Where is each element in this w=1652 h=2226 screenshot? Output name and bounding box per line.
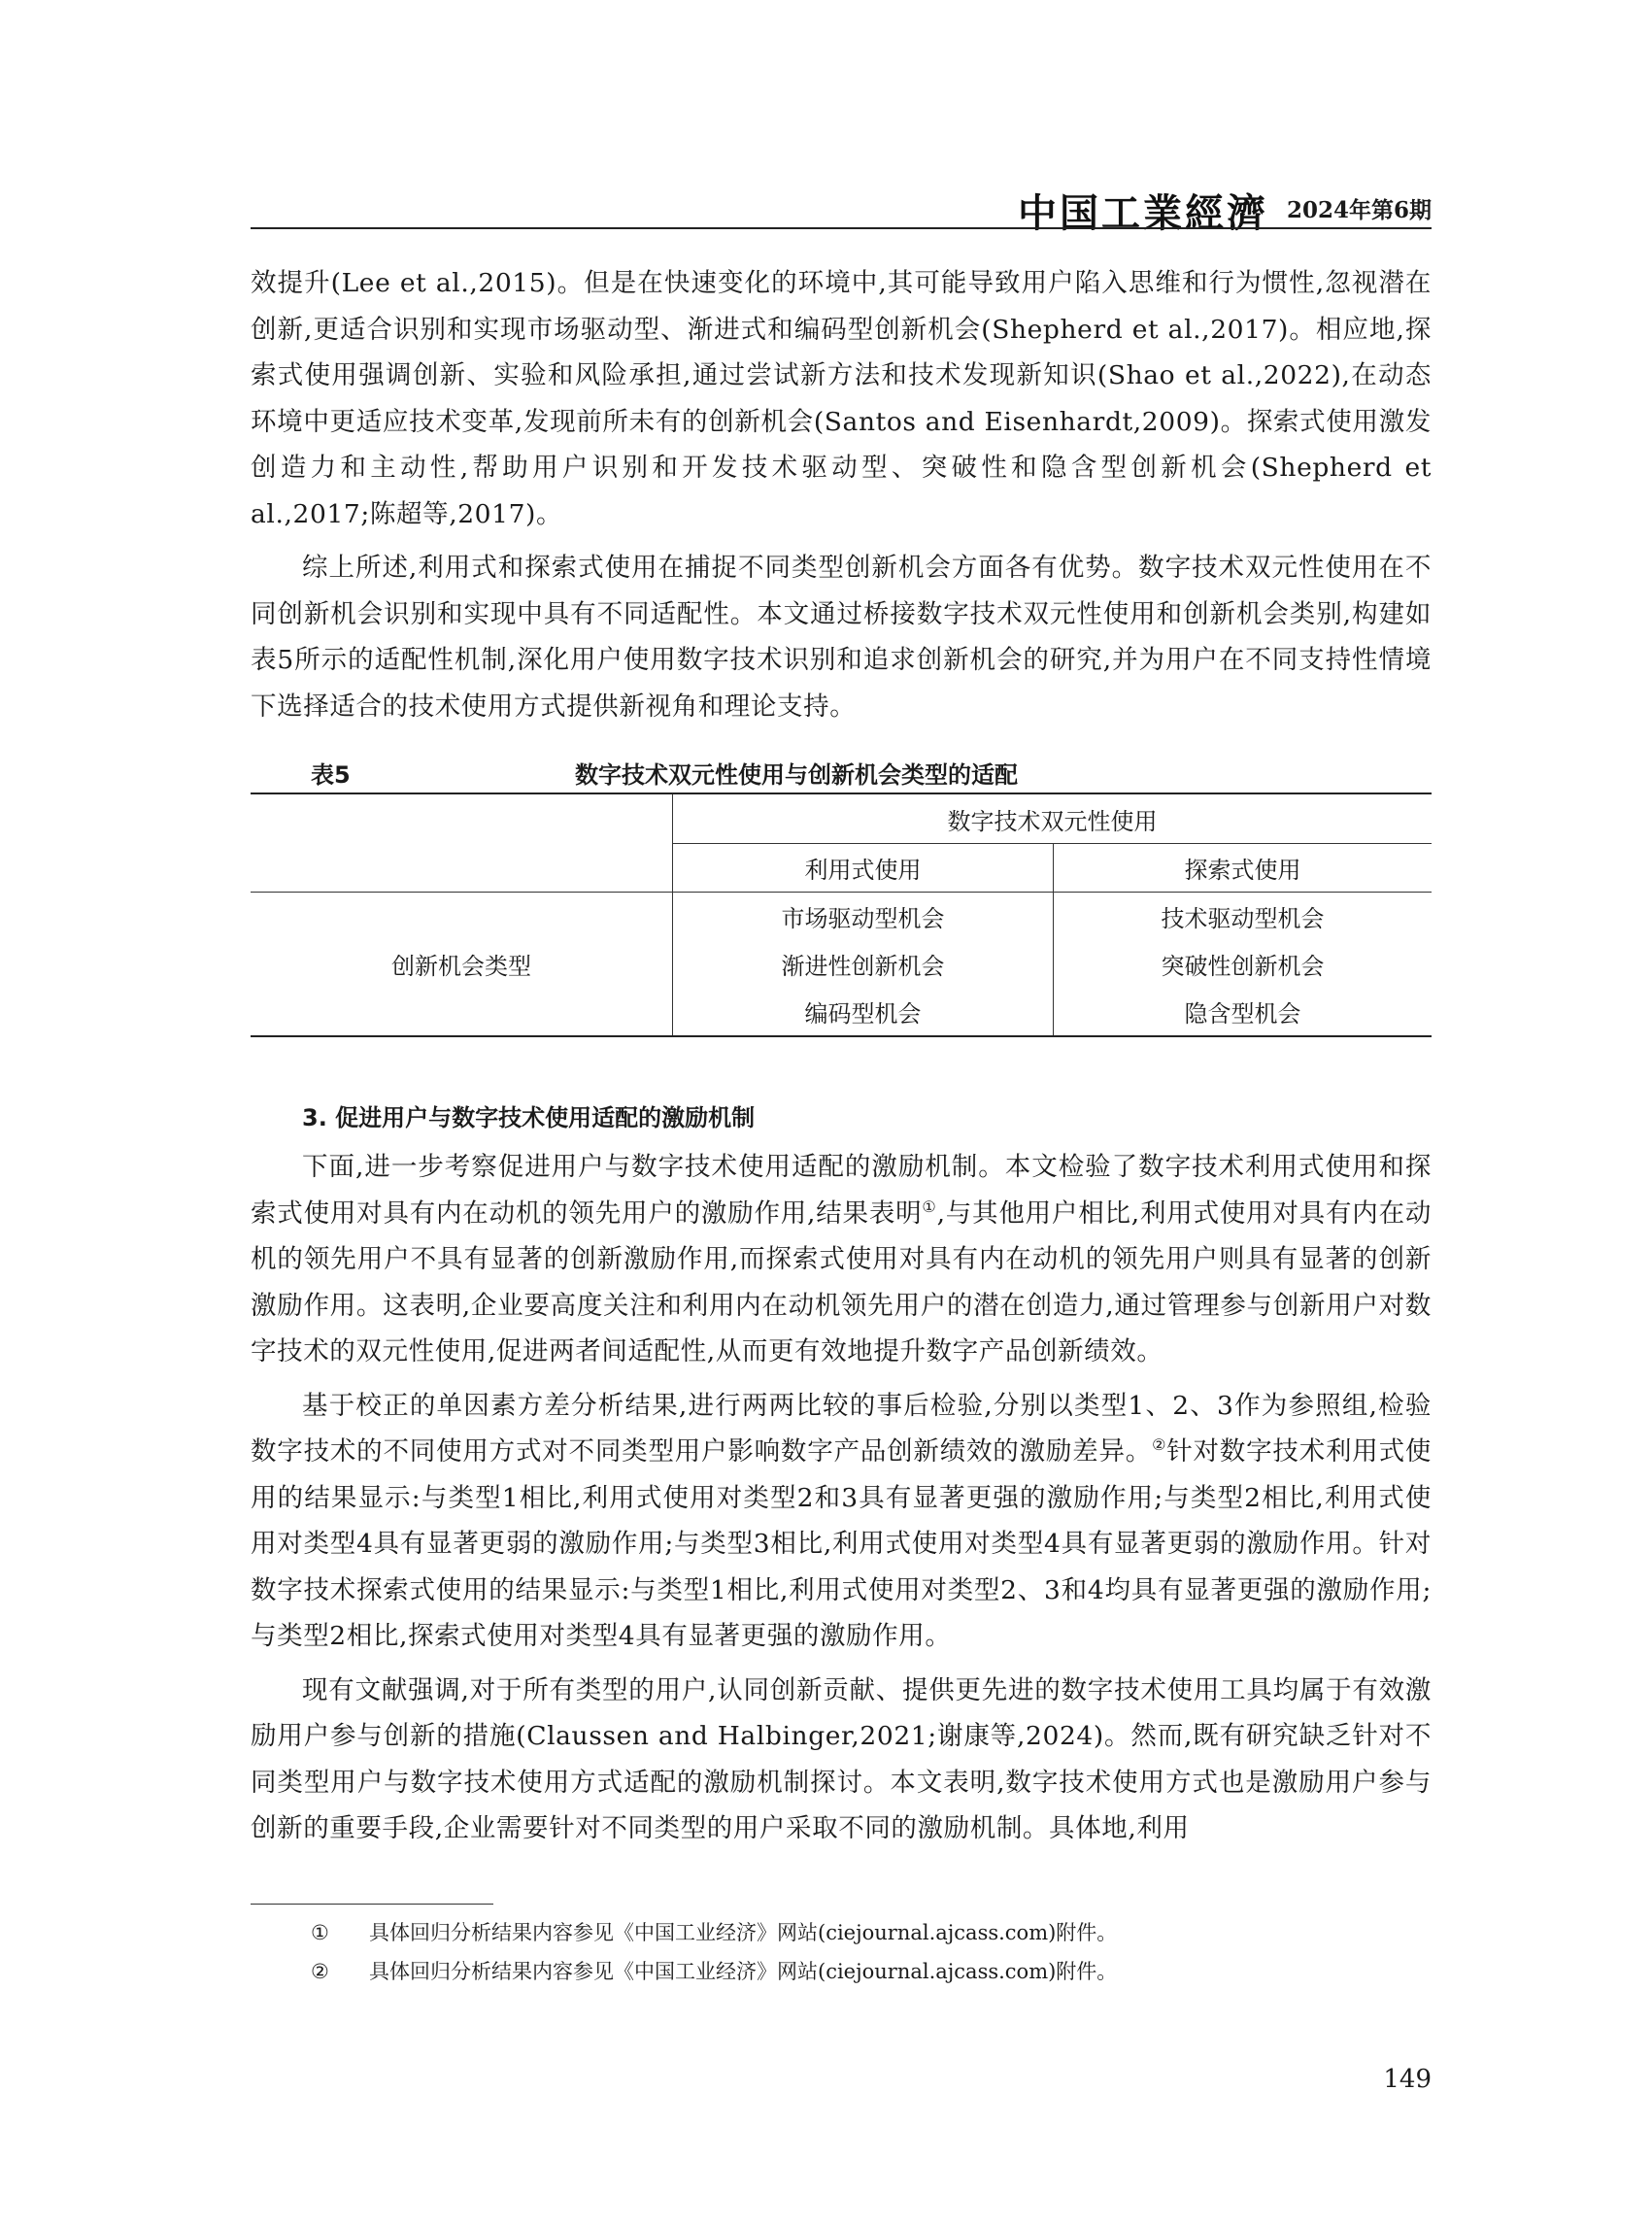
section-heading: 3. 促进用户与数字技术使用适配的激励机制 <box>302 1104 756 1131</box>
table-number: 表5 <box>311 761 351 789</box>
paragraph-3-text-b: ,与其他用户相比,利用式使用对具有内在动机的领先用户不具有显著的创新激励作用,而探索式使用对具有内在动机的领先用户则具有显著的创新激励作用。这表明,企业要高度关注和利用内在动机领先用户的潜在创造力,通过管理参与创新用户对数字技术的双元性使用,促进两者间适配性,从而更有效地提升数字产品创新绩效。 <box>251 1197 1432 1366</box>
table-cell: 市场驱动型机会 <box>673 893 1054 941</box>
paragraph-4-text-b: 针对数字技术利用式使用的结果显示:与类型1相比,利用式使用对类型2和3具有显著更强的激励作用;与类型2相比,利用式使用对类型4具有显著更弱的激励作用;与类型3相比,利用式使用对类型4具有显著更弱的激励作用。针对数字技术探索式使用的结果显示:与类型1相比,利用式使用对类型2、3和4均具有显著更强的激励作用;与类型2相比,探索式使用对类型4具有显著更强的激励作用。 <box>251 1436 1432 1651</box>
paragraph-4 <box>251 1383 1432 1660</box>
paragraph-2: 综上所述,利用式和探索式使用在捕捉不同类型创新机会方面各有优势。数字技术双元性使用在不同创新机会识别和实现中具有不同适配性。本文通过桥接数字技术双元性使用和创新机会类别,构建如表5所示的适配性机制,深化用户使用数字技术识别和追求创新机会的研究,并为用户在不同支持性情境下选择适合的技术使用方式提供新视角和理论支持。 <box>251 553 1432 722</box>
footnote-text: 具体回归分析结果内容参见《中国工业经济》网站(ciejournal.ajcass.com)附件。 <box>369 1921 1118 1944</box>
table-title: 数字技术双元性使用与创新机会类型的适配 <box>575 761 1018 789</box>
section-3 <box>251 1097 1432 1860</box>
table-5 <box>251 750 1432 1037</box>
footnote-rule <box>251 1904 493 1905</box>
issue-label: 2024年第6期 <box>1286 197 1432 223</box>
table-cell: 技术驱动型机会 <box>1054 893 1433 941</box>
footnote-mark: ② <box>311 1960 329 1983</box>
table-caption <box>251 750 1432 793</box>
footnote-ref-2[interactable]: ② <box>1152 1435 1167 1455</box>
paragraph-5: 现有文献强调,对于所有类型的用户,认同创新贡献、提供更先进的数字技术使用工具均属于有效激励用户参与创新的措施(Claussen and Halbinger,2021;谢康等,2024)。然而,既有研究缺乏针对不同类型用户与数字技术使用方式适配的激励机制探讨。本文表明,数字技术使用方式也是激励用户参与创新的重要手段,企业需要针对不同类型的用户采取不同的激励机制。具体地,利用 <box>251 1674 1432 1843</box>
header-rule <box>251 227 1432 229</box>
footnote-1 <box>251 1913 1432 1952</box>
footnote-ref-1[interactable]: ① <box>922 1197 937 1216</box>
table-cell: 渐进性创新机会 <box>673 940 1054 988</box>
table-cell: 编码型机会 <box>673 988 1054 1036</box>
table-cell: 隐含型机会 <box>1054 988 1433 1036</box>
group-header: 数字技术双元性使用 <box>673 793 1433 844</box>
row-label: 创新机会类型 <box>251 893 673 1037</box>
paragraph-1: 效提升(Lee et al.,2015)。但是在快速变化的环境中,其可能导致用户陷入思维和行为惯性,忽视潜在创新,更适合识别和实现市场驱动型、渐进式和编码型创新机会(Shepherd et al.,2017)。相应地,探索式使用强调创新、实验和风险承担,通过尝试新方法和技术发现新知识(Shao et al.,2022),在动态环境中更适应技术变革,发现前所未有的创新机会(Santos and Eisenhardt,2009)。探索式使用激发创造力和主动性,帮助用户识别和开发技术驱动型、突破性和隐含型创新机会(Shepherd et al.,2017;陈超等,2017)。 <box>251 268 1432 529</box>
paragraph-3 <box>251 1144 1432 1375</box>
body-text-top <box>251 260 1432 737</box>
footnotes <box>251 1913 1432 1991</box>
footnote-2 <box>251 1952 1432 1991</box>
table-cell: 突破性创新机会 <box>1054 940 1433 988</box>
footnote-text: 具体回归分析结果内容参见《中国工业经济》网站(ciejournal.ajcass.com)附件。 <box>369 1960 1118 1983</box>
footnote-mark: ① <box>311 1921 329 1944</box>
page-number: 149 <box>1383 2065 1432 2094</box>
adaptation-table <box>251 793 1432 1037</box>
col-header-exploit: 利用式使用 <box>673 844 1054 893</box>
paragraph-4-text-a: 基于校正的单因素方差分析结果,进行两两比较的事后检验,分别以类型1、2、3作为参照组,检验数字技术的不同使用方式对不同类型用户影响数字产品创新绩效的激励差异。 <box>251 1390 1432 1467</box>
col-header-explore: 探索式使用 <box>1054 844 1433 893</box>
paragraph-3-text-a: 下面,进一步考察促进用户与数字技术使用适配的激励机制。本文检验了数字技术利用式使用和探索式使用对具有内在动机的领先用户的激励作用,结果表明 <box>251 1152 1432 1229</box>
journal-name: 中国工業經濟 <box>1018 191 1268 236</box>
table-corner-cell <box>251 793 673 893</box>
running-header <box>251 183 1432 236</box>
